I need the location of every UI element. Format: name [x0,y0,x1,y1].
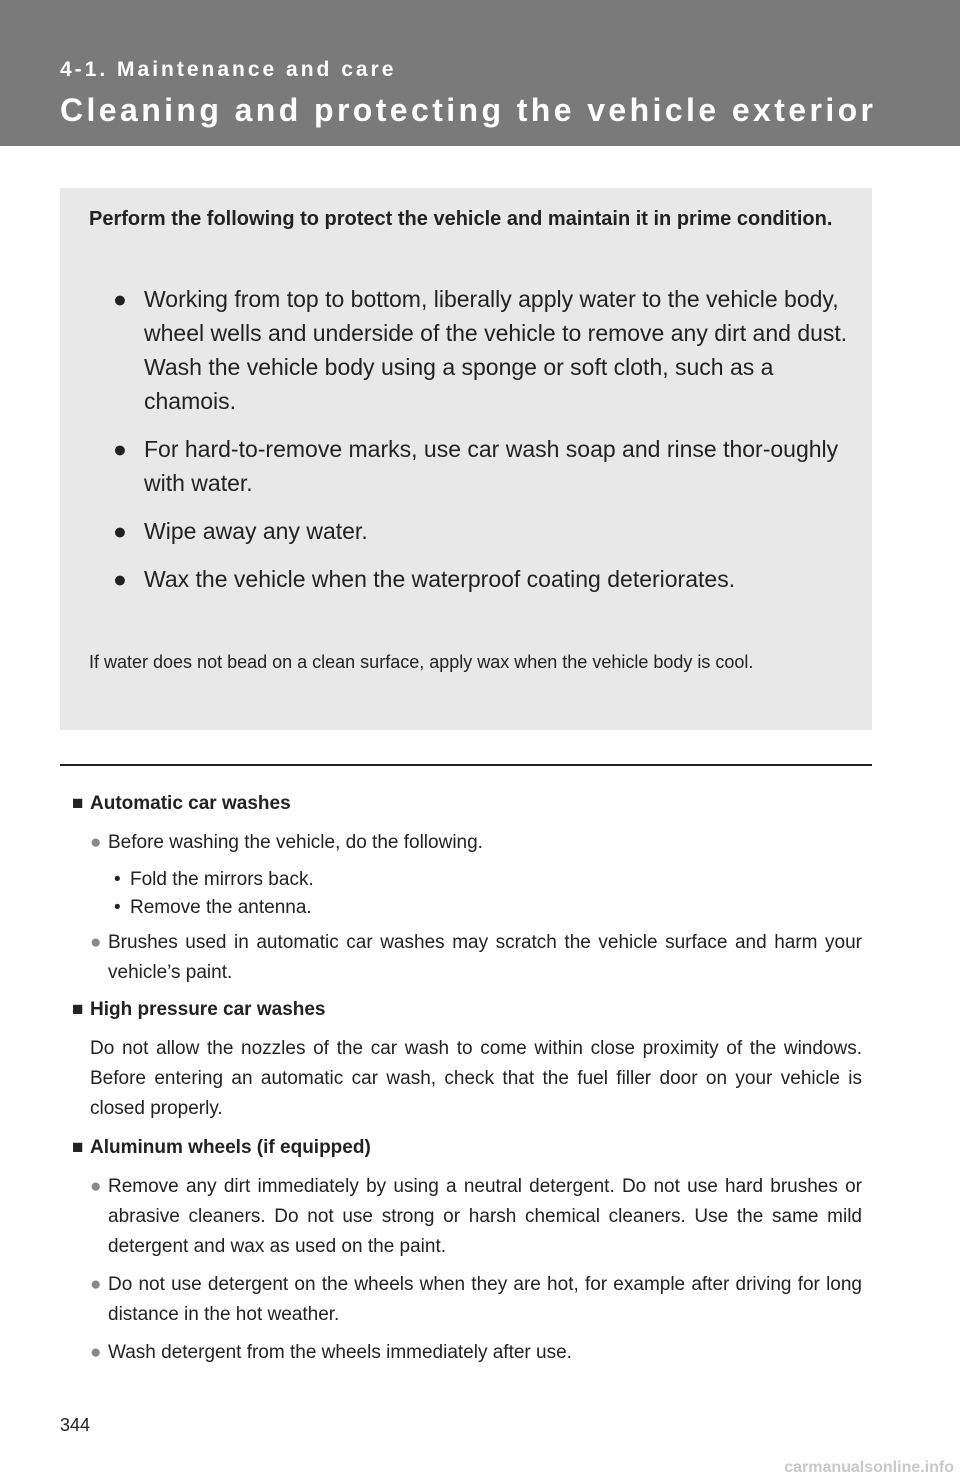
list-item [72,1172,862,1262]
list-item [72,928,862,988]
intro-item-text: Working from top to bottom, liberally apply water to the vehicle body, wheel wells and underside of the vehicle to remove any dirt and dust. [144,286,848,346]
page-title: Cleaning and protecting the vehicle exterior [60,92,877,128]
list-item-text: Brushes used in automatic car washes may scratch the vehicle surface and harm your vehicle’s paint. [108,932,862,983]
list-item [72,1270,862,1330]
section-heading [72,996,862,1024]
sub-list-item-text: Remove the antenna. [130,897,312,918]
page-number: 344 [60,1415,91,1435]
list-item-text: Before washing the vehicle, do the following. [108,832,483,853]
intro-item-text: Wipe away any water. [144,518,368,544]
page-header [0,0,960,146]
list-item-text: Do not use detergent on the wheels when they are hot, for example after driving for long distance in the hot weather. [108,1274,862,1325]
bullet-icon: ● [113,566,127,592]
list-item [72,1338,862,1368]
section-heading-text: Automatic car washes [90,793,291,814]
bullet-icon: ● [113,436,127,462]
list-item [72,828,862,858]
sub-bullet-icon: • [114,869,121,890]
bullet-icon: ● [90,1274,102,1295]
intro-item [89,282,849,418]
intro-note: If water does not bead on a clean surface, apply wax when the vehicle body is cool. [89,652,754,672]
intro-box [60,188,872,730]
watermark: carmanualsonline.info [784,1459,954,1476]
list-item-text: Remove any dirt immediately by using a neutral detergent. Do not use hard brushes or abrasive cleaners. Do not use strong or harsh chemical cleaners. Use the same mild detergent and wax as used on the paint. [108,1176,862,1257]
intro-item [89,514,849,548]
bullet-icon: ● [90,832,102,853]
intro-item-text: For hard-to-remove marks, use car wash soap and rinse thor-oughly with water. [144,436,839,496]
sub-list [72,866,862,922]
intro-item [89,432,849,500]
section-label: 4-1. Maintenance and care [60,58,397,81]
bullet-icon: ● [113,518,127,544]
sub-list-item [72,894,862,922]
intro-item [89,562,849,596]
intro-list [89,282,849,610]
section-paragraph: Do not allow the nozzles of the car wash to come within close proximity of the windows. Before entering an automatic car wash, check that the fuel filler door on your vehicle is closed properly. [90,1038,862,1119]
section-heading [72,790,862,818]
sub-list-item [72,866,862,894]
intro-lead: Perform the following to protect the vehicle and maintain it in prime condition. [89,208,833,230]
section-heading [72,1134,862,1162]
bullet-icon: ● [90,1342,102,1363]
bullet-icon: ● [113,286,127,312]
intro-item-text: Wax the vehicle when the waterproof coating deteriorates. [144,566,736,592]
square-icon: ■ [72,999,84,1020]
sub-list-item-text: Fold the mirrors back. [130,869,314,890]
main-content [72,790,862,1376]
section-heading-text: High pressure car washes [90,999,326,1020]
list-item-text: Wash detergent from the wheels immediately after use. [108,1342,572,1363]
square-icon: ■ [72,793,84,814]
bullet-icon: ● [90,932,102,953]
square-icon: ■ [72,1137,84,1158]
intro-item-text: Wash the vehicle body using a sponge or soft cloth, such as a chamois. [144,354,774,414]
section-divider [60,764,872,766]
section-heading-text: Aluminum wheels (if equipped) [90,1137,371,1158]
sub-bullet-icon: • [114,897,121,918]
bullet-icon: ● [90,1176,102,1197]
